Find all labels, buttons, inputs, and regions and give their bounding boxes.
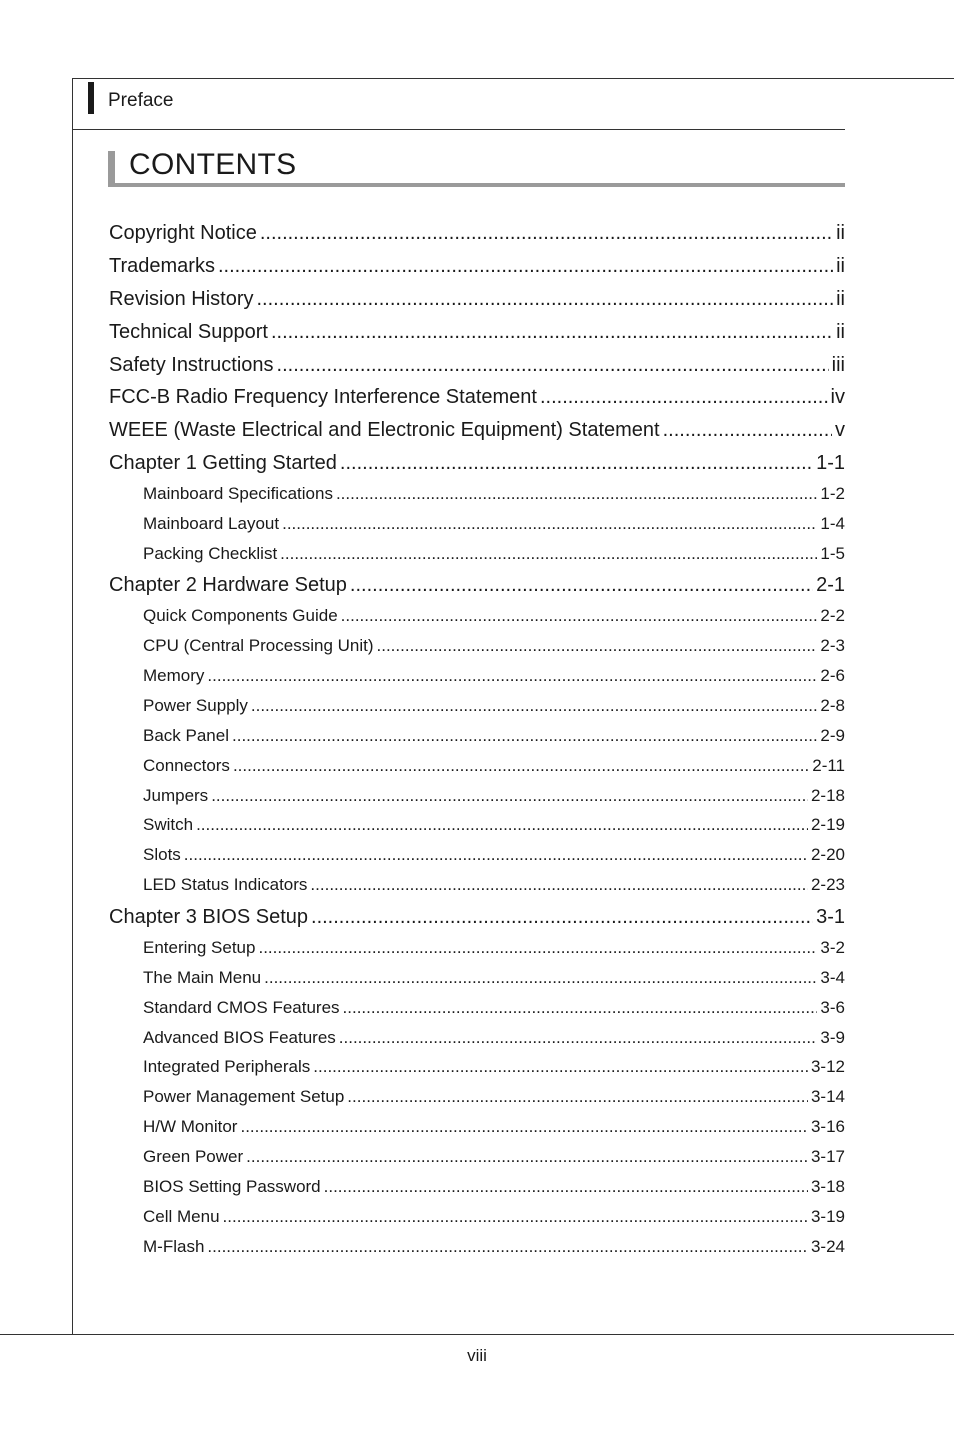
toc-leader xyxy=(341,606,818,626)
toc-page: 3-4 xyxy=(820,968,845,987)
toc-leader xyxy=(540,386,828,409)
toc-item[interactable] xyxy=(143,696,845,716)
toc-page: 2-3 xyxy=(820,636,845,655)
toc-label: FCC-B Radio Frequency Interference Statement xyxy=(109,386,537,408)
toc-label: Entering Setup xyxy=(143,938,256,957)
frame-bottom-rule xyxy=(0,1334,954,1335)
toc-leader xyxy=(256,288,833,311)
toc-item[interactable] xyxy=(143,845,845,865)
toc-page: 2-8 xyxy=(820,696,845,715)
toc-item[interactable] xyxy=(143,1207,845,1227)
toc-label: Switch xyxy=(143,815,194,834)
frame-top-rule xyxy=(72,78,954,79)
header-rule xyxy=(72,129,845,130)
page-number: viii xyxy=(467,1346,487,1365)
toc-label: BIOS Setting Password xyxy=(143,1177,321,1196)
toc-page: 2-11 xyxy=(812,756,845,775)
toc-page: 1-1 xyxy=(816,452,845,474)
toc-label: Power Management Setup xyxy=(143,1087,345,1106)
toc-page: 3-16 xyxy=(810,1117,845,1136)
toc-label: Integrated Peripherals xyxy=(143,1057,311,1076)
toc-label: M-Flash xyxy=(143,1237,205,1256)
toc-page: v xyxy=(835,419,845,441)
toc-label: Revision History xyxy=(109,288,254,310)
toc-leader xyxy=(211,786,808,806)
toc-leader xyxy=(280,544,817,564)
toc-item[interactable] xyxy=(143,875,845,895)
toc-item[interactable] xyxy=(143,1147,845,1167)
toc-label: Chapter 2 Hardware Setup xyxy=(109,574,347,596)
toc-label: Advanced BIOS Features xyxy=(143,1028,336,1047)
toc-label: Jumpers xyxy=(143,786,209,805)
toc-entry-trademarks[interactable] xyxy=(109,255,845,278)
contents-title: CONTENTS xyxy=(129,148,297,181)
toc-leader xyxy=(233,756,809,776)
toc-item[interactable] xyxy=(143,726,845,746)
toc-label: Trademarks xyxy=(109,255,215,277)
toc-entry-safety-instructions[interactable] xyxy=(109,354,845,377)
toc-page: ii xyxy=(836,321,845,343)
toc-item[interactable] xyxy=(143,998,845,1018)
toc-leader xyxy=(340,452,813,475)
toc-item[interactable] xyxy=(143,1177,845,1197)
toc-page: 1-4 xyxy=(820,514,845,533)
toc-leader xyxy=(377,636,818,656)
toc-leader xyxy=(246,1147,808,1167)
toc-label: Mainboard Layout xyxy=(143,514,280,533)
toc-item[interactable] xyxy=(143,756,845,776)
toc-page: 3-2 xyxy=(820,938,845,957)
toc-page: 2-19 xyxy=(810,815,845,834)
toc-item[interactable] xyxy=(143,786,845,806)
toc-item[interactable] xyxy=(143,1117,845,1137)
toc-leader xyxy=(350,574,813,597)
toc-entry-copyright[interactable] xyxy=(109,222,845,245)
toc-label: Quick Components Guide xyxy=(143,606,338,625)
toc-item[interactable] xyxy=(143,636,845,656)
toc-page: 3-12 xyxy=(810,1057,845,1076)
toc-page: 3-9 xyxy=(820,1028,845,1047)
toc-chapter-3[interactable] xyxy=(109,906,845,929)
toc-leader xyxy=(282,514,817,534)
toc-leader xyxy=(271,321,833,344)
toc-page: iii xyxy=(831,354,845,376)
toc-item[interactable] xyxy=(143,1237,845,1257)
toc-label: The Main Menu xyxy=(143,968,262,987)
toc-label: H/W Monitor xyxy=(143,1117,238,1136)
toc-label: Mainboard Specifications xyxy=(143,484,333,503)
toc-label: Chapter 3 BIOS Setup xyxy=(109,906,309,928)
toc-leader xyxy=(251,696,818,716)
toc-leader xyxy=(223,1207,808,1227)
toc-label: Standard CMOS Features xyxy=(143,998,340,1017)
toc-page: 3-6 xyxy=(820,998,845,1017)
toc-item[interactable] xyxy=(143,1057,845,1077)
toc-page: 3-1 xyxy=(816,906,845,928)
toc-label: Packing Checklist xyxy=(143,544,278,563)
section-header: Preface xyxy=(108,90,174,111)
toc-item[interactable] xyxy=(143,968,845,988)
toc-label: Chapter 1 Getting Started xyxy=(109,452,337,474)
toc-page: ii xyxy=(836,288,845,310)
toc-page: 3-17 xyxy=(810,1147,845,1166)
toc-label: Back Panel xyxy=(143,726,229,745)
toc-page: 2-6 xyxy=(820,666,845,685)
toc-item[interactable] xyxy=(143,606,845,626)
toc-item[interactable] xyxy=(143,815,845,835)
toc-leader xyxy=(260,222,833,245)
toc-page: 3-18 xyxy=(810,1177,845,1196)
toc-label: Cell Menu xyxy=(143,1207,220,1226)
toc-leader xyxy=(336,484,817,504)
toc-leader xyxy=(240,1117,808,1137)
toc-entry-revision-history[interactable] xyxy=(109,288,845,311)
toc-label: Slots xyxy=(143,845,181,864)
toc-page: ii xyxy=(836,255,845,277)
toc-leader xyxy=(218,255,833,278)
toc-page: 2-2 xyxy=(820,606,845,625)
toc-label: Safety Instructions xyxy=(109,354,274,376)
toc-page: 3-24 xyxy=(810,1237,845,1256)
toc-label: Technical Support xyxy=(109,321,268,343)
toc-leader xyxy=(339,1028,818,1048)
toc-label: CPU (Central Processing Unit) xyxy=(143,636,374,655)
toc-leader xyxy=(324,1177,808,1197)
toc-item[interactable] xyxy=(143,1087,845,1107)
toc-leader xyxy=(232,726,817,746)
toc-page: 1-5 xyxy=(820,544,845,563)
toc-chapter-1[interactable] xyxy=(109,452,845,475)
toc-leader xyxy=(313,1057,808,1077)
toc-entry-technical-support[interactable] xyxy=(109,321,845,344)
toc-label: LED Status Indicators xyxy=(143,875,308,894)
toc-label: Connectors xyxy=(143,756,230,775)
toc-page: 2-18 xyxy=(810,786,845,805)
toc-leader xyxy=(277,354,829,377)
toc-leader xyxy=(196,815,808,835)
toc-page: iv xyxy=(830,386,845,408)
toc-leader xyxy=(207,1237,808,1257)
toc-item[interactable] xyxy=(143,544,845,564)
toc-item[interactable] xyxy=(143,484,845,504)
toc-leader xyxy=(663,419,832,442)
toc-item[interactable] xyxy=(143,666,845,686)
toc-label: Copyright Notice xyxy=(109,222,257,244)
toc-item[interactable] xyxy=(143,1028,845,1048)
toc-page: 2-9 xyxy=(820,726,845,745)
toc-label: Memory xyxy=(143,666,205,685)
toc-page: 2-20 xyxy=(810,845,845,864)
toc-entry-fcc-statement[interactable] xyxy=(109,386,845,409)
toc-leader xyxy=(207,666,817,686)
toc-leader xyxy=(343,998,818,1018)
toc-label: WEEE (Waste Electrical and Electronic Equipment) Statement xyxy=(109,419,660,441)
toc-page: 2-23 xyxy=(810,875,845,894)
header-marker-bar xyxy=(88,82,94,114)
toc-page: ii xyxy=(836,222,845,244)
toc-label: Green Power xyxy=(143,1147,244,1166)
toc-item[interactable] xyxy=(143,938,845,958)
contents-rule xyxy=(108,183,845,187)
toc-leader xyxy=(347,1087,808,1107)
toc-page: 3-14 xyxy=(810,1087,845,1106)
toc-leader xyxy=(184,845,808,865)
toc-leader xyxy=(311,906,813,929)
toc-leader xyxy=(264,968,817,988)
contents-marker-bar xyxy=(108,151,115,187)
toc-entry-weee-statement[interactable] xyxy=(109,419,845,442)
toc-leader xyxy=(310,875,808,895)
toc-page: 3-19 xyxy=(810,1207,845,1226)
toc-chapter-2[interactable] xyxy=(109,574,845,597)
toc-leader xyxy=(258,938,817,958)
toc-item[interactable] xyxy=(143,514,845,534)
toc-label: Power Supply xyxy=(143,696,248,715)
toc-page: 1-2 xyxy=(820,484,845,503)
toc-page: 2-1 xyxy=(816,574,845,596)
frame-left-rule xyxy=(72,78,73,1335)
